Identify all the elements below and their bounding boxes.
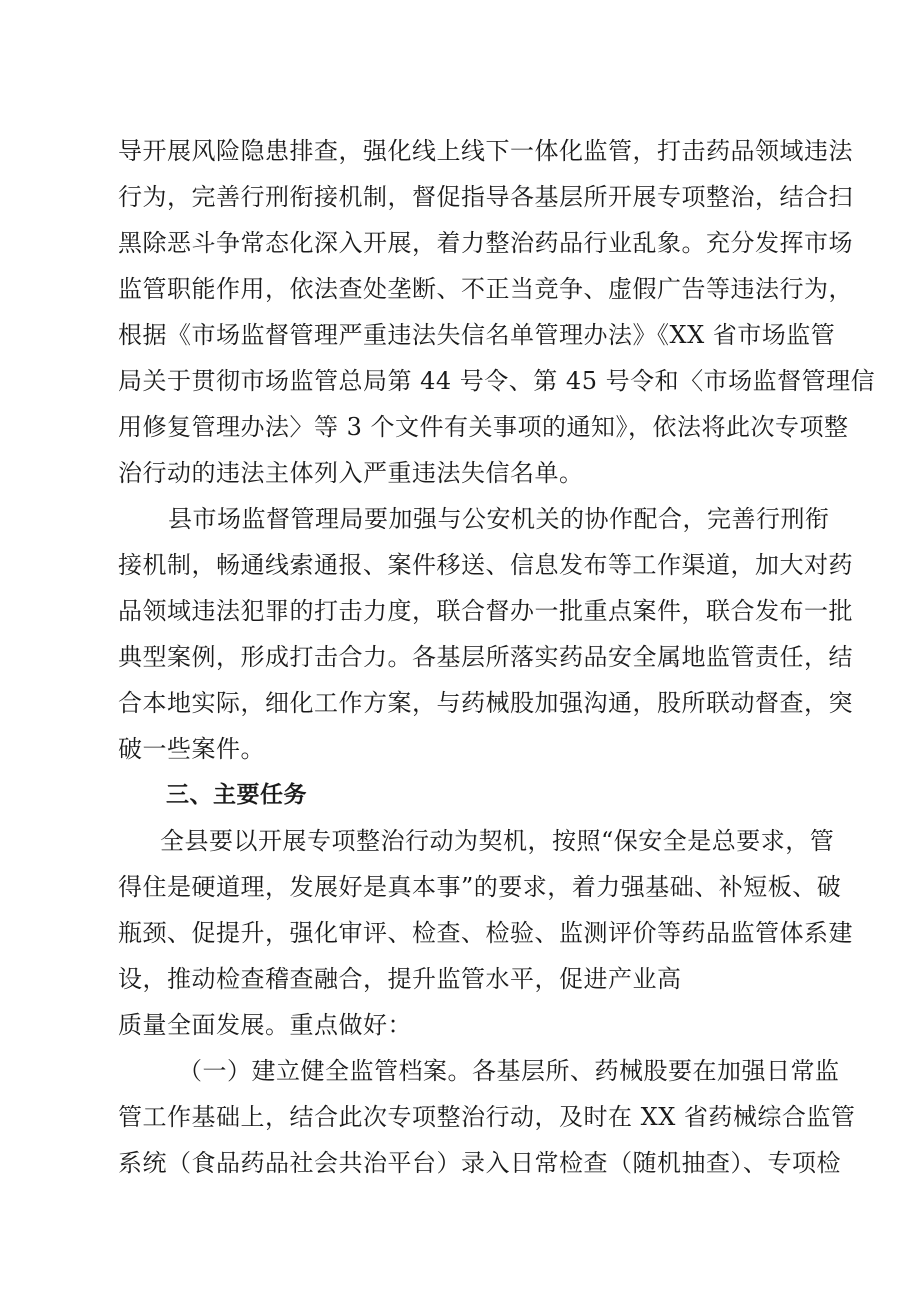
section-heading: 三、主要任务 <box>166 782 307 808</box>
text-line: 行为，完善行刑衔接机制，督促指导各基层所开展专项整治，结合扫 <box>118 183 853 211</box>
text-line: 监管职能作用，依法查处垄断、不正当竞争、虚假广告等违法行为， <box>118 275 853 303</box>
text-line: 合本地实际，细化工作方案，与药械股加强沟通，股所联动督查，突 <box>118 689 853 717</box>
text-line: 设，推动检查稽查融合，提升监管水平，促进产业高 <box>118 965 682 993</box>
text-line: 局关于贯彻市场监管总局第 44 号令、第 45 号令和〈市场监督管理信 <box>118 367 876 395</box>
text-line: 治行动的违法主体列入严重违法失信名单。 <box>118 459 584 487</box>
text-line: 导开展风险隐患排查，强化线上线下一体化监管，打击药品领域违法 <box>118 137 853 165</box>
text-line: 根据《市场监督管理严重违法失信名单管理办法》《XX 省市场监管 <box>118 321 836 349</box>
paragraph-first-line: 全县要以开展专项整治行动为契机，按照“保安全是总要求，管 <box>160 827 835 855</box>
text-line: 管工作基础上，结合此次专项整治行动，及时在 XX 省药械综合监管 <box>118 1103 856 1131</box>
paragraph-first-line: （一）建立健全监管档案。各基层所、药械股要在加强日常监 <box>178 1057 840 1085</box>
text-line: 黑除恶斗争常态化深入开展，着力整治药品行业乱象。充分发挥市场 <box>118 229 853 257</box>
text-line: 用修复管理办法〉等 3 个文件有关事项的通知》，依法将此次专项整 <box>118 413 849 441</box>
text-line: 品领域违法犯罪的打击力度，联合督办一批重点案件，联合发布一批 <box>118 597 853 625</box>
paragraph-first-line: 县市场监督管理局要加强与公安机关的协作配合，完善行刑衔 <box>168 505 830 533</box>
text-line: 瓶颈、促提升，强化审评、检查、检验、监测评价等药品监管体系建 <box>118 919 853 947</box>
text-line: 典型案例，形成打击合力。各基层所落实药品安全属地监管责任，结 <box>118 643 853 671</box>
text-line: 得住是硬道理，发展好是真本事”的要求，着力强基础、补短板、破 <box>118 873 842 901</box>
text-line: 质量全面发展。重点做好： <box>118 1011 412 1039</box>
text-line: 系统（食品药品社会共治平台）录入日常检查（随机抽查）、专项检 <box>118 1149 841 1177</box>
text-line: 破一些案件。 <box>118 735 265 763</box>
text-line: 接机制，畅通线索通报、案件移送、信息发布等工作渠道，加大对药 <box>118 551 853 579</box>
